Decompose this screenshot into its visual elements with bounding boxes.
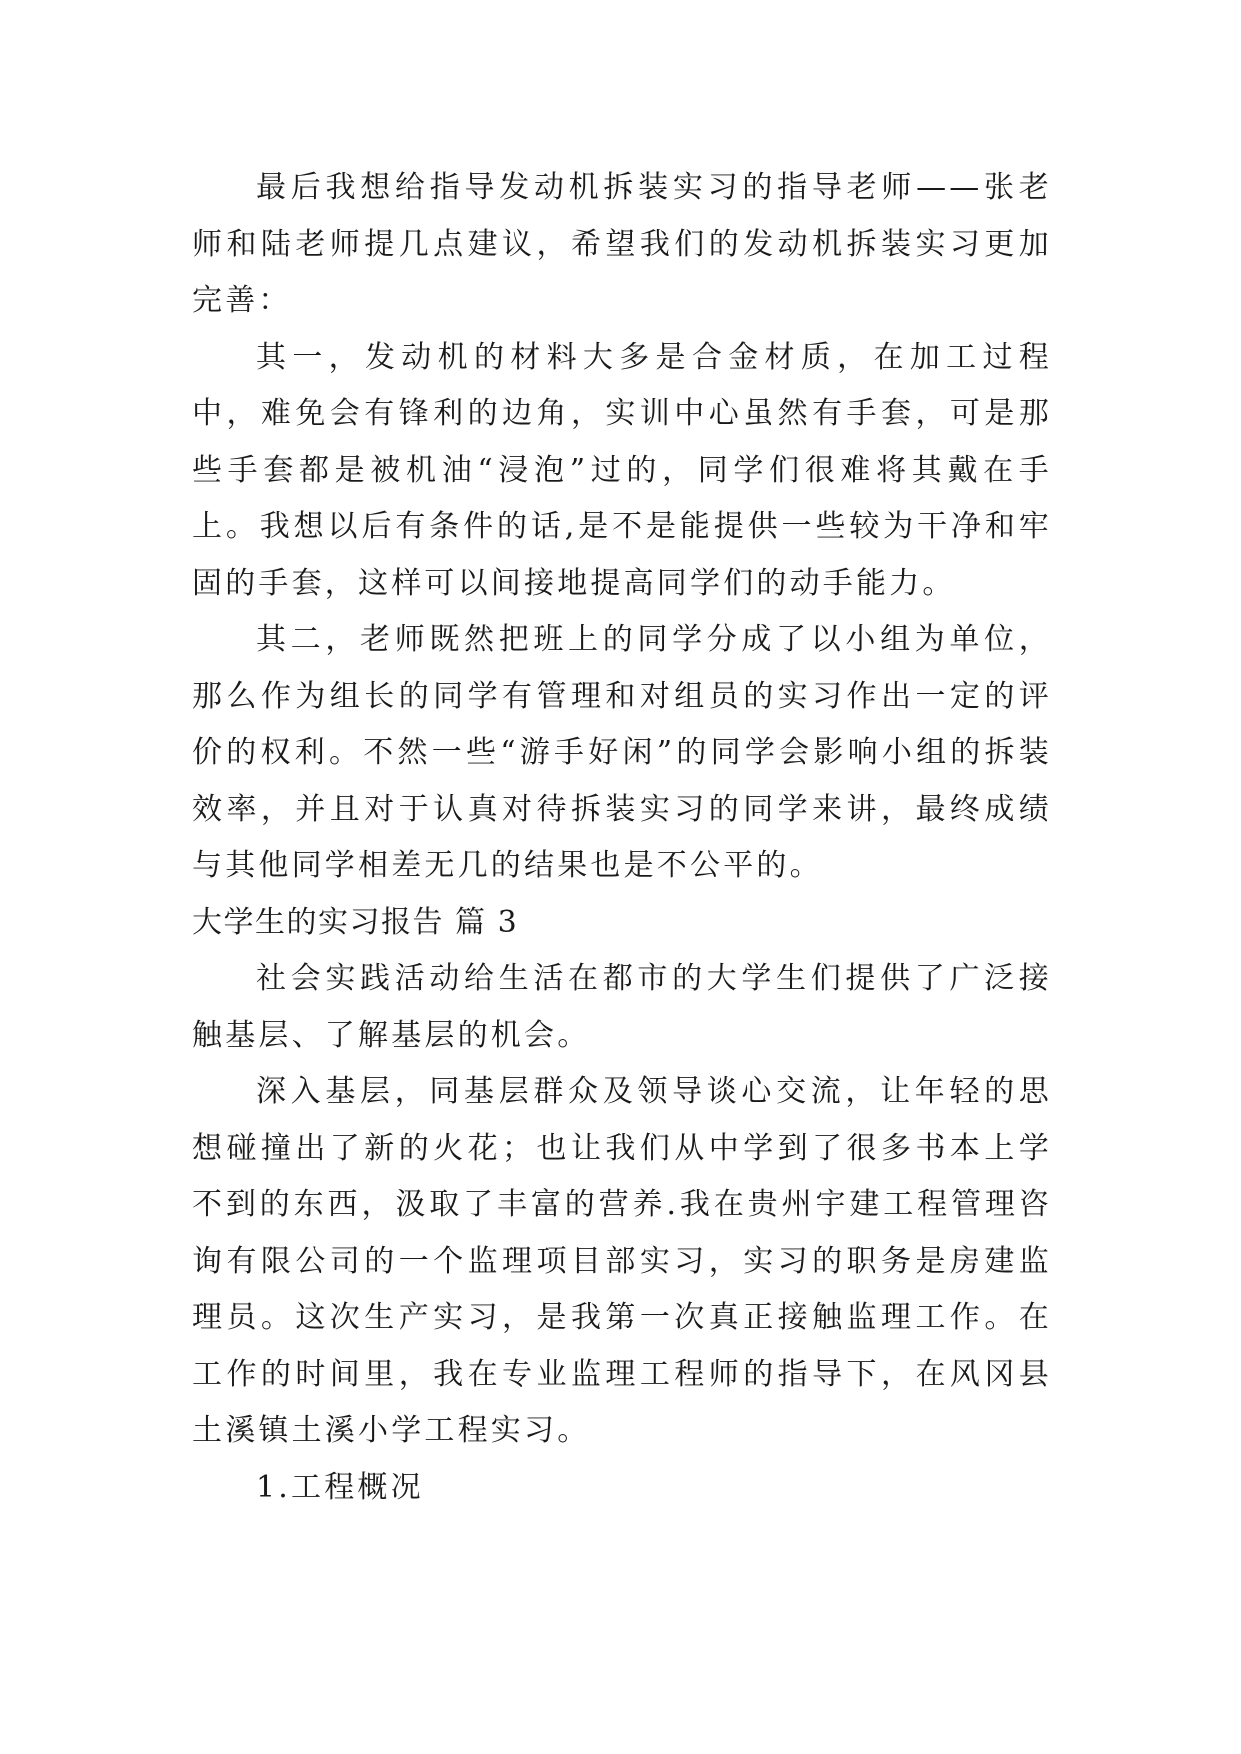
paragraph-suggestions-intro: 最后我想给指导发动机拆装实习的指导老师——张老师和陆老师提几点建议，希望我们的发动机拆装实习更加完善： bbox=[192, 170, 1052, 318]
paragraph-internship-details: 深入基层，同基层群众及领导谈心交流，让年轻的思想碰撞出了新的火花；也让我们从中学到了很多书本上学不到的东西，汲取了丰富的营养.我在贵州宇建工程管理咨询有限公司的一个监理项目部实习，实习的职务是房建监理员。这次生产实习，是我第一次真正接触监理工作。在工作的时间里，我在专业监理工程师的指导下，在风冈县土溪镇土溪小学工程实习。 bbox=[192, 1074, 1052, 1448]
paragraph-suggestion-two: 其二，老师既然把班上的同学分成了以小组为单位，那么作为组长的同学有管理和对组员的实习作出一定的评价的权利。不然一些“游手好闲”的同学会影响小组的拆装效率，并且对于认真对待拆装实习的同学来讲，最终成绩与其他同学相差无几的结果也是不公平的。 bbox=[192, 622, 1052, 883]
section-heading: 大学生的实习报告 篇 3 bbox=[192, 904, 519, 940]
document-page bbox=[192, 160, 1052, 1516]
paragraph-project-overview: 1.工程概况 bbox=[256, 1469, 424, 1505]
paragraph-suggestion-one: 其一，发动机的材料大多是合金材质，在加工过程中，难免会有锋利的边角，实训中心虽然有手套，可是那些手套都是被机油“浸泡”过的，同学们很难将其戴在手上。我想以后有条件的话,是不是能提供一些较为干净和牢固的手套，这样可以间接地提高同学们的动手能力。 bbox=[192, 339, 1052, 601]
paragraph-social-practice: 社会实践活动给生活在都市的大学生们提供了广泛接触基层、了解基层的机会。 bbox=[192, 961, 1052, 1053]
